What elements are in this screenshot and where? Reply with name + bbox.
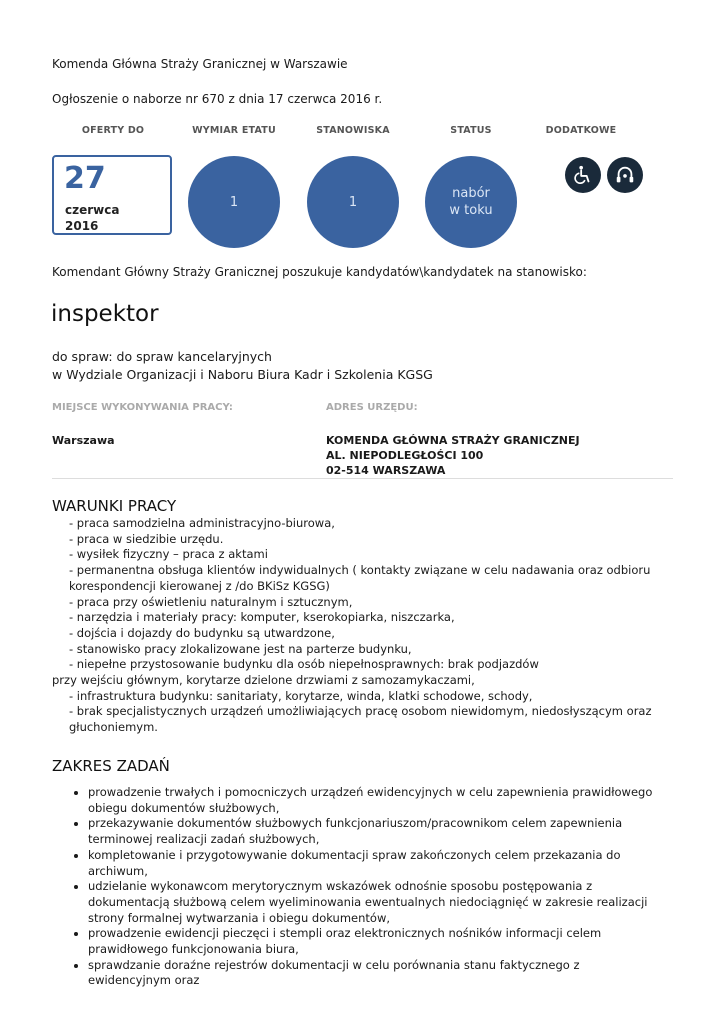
place-label: MIEJSCE WYKONYWANIA PRACY: (52, 402, 233, 413)
deadline-month: czerwca (65, 203, 120, 217)
job-size-circle (188, 156, 280, 248)
organization-name: Komenda Główna Straży Granicznej w Warszawie (52, 57, 348, 71)
deadline-day: 27 (64, 161, 106, 196)
conditions-line: - dojścia i dojazdy do budynku są utwardzone, (69, 625, 335, 640)
task-item: • prowadzenie trwałych i pomocniczych urządzeń ewidencyjnych w celu zapewnienia prawidłowego obiegu dokumentów służbowych, (88, 785, 662, 816)
tasks-list (72, 785, 662, 989)
conditions-line: korespondencji kierowanej z /do BKiSz KGSG) (69, 578, 330, 593)
conditions-line: - praca przy oświetleniu naturalnym i sztucznym, (69, 594, 353, 609)
address-line3: 02-514 WARSZAWA (326, 464, 446, 477)
wheelchair-icon (565, 157, 601, 193)
status-circle (425, 156, 517, 248)
hearing-loop-icon (607, 157, 643, 193)
place-value: Warszawa (52, 434, 115, 447)
status-line2: w toku (449, 203, 493, 218)
positions-value: 1 (348, 194, 358, 210)
conditions-line: - infrastruktura budynku: sanitariaty, korytarze, winda, klatki schodowe, schody, (69, 688, 533, 703)
conditions-line: - wysiłek fizyczny – praca z aktami (69, 547, 268, 562)
conditions-title: WARUNKI PRACY (52, 497, 177, 515)
conditions-line: - praca samodzielna administracyjno-biurowa, (69, 516, 335, 530)
section-divider (52, 478, 673, 479)
announcement-title: Ogłoszenie o naborze nr 670 z dnia 17 czerwca 2016 r. (52, 92, 383, 106)
conditions-line: - permanentna obsługa klientów indywidualnych ( kontakty związane w celu nadawania oraz odbioru (69, 563, 651, 578)
conditions-line: - narzędzia i materiały pracy: komputer, kserokopiarka, niszczarka, (69, 610, 455, 625)
conditions-line: - brak specjalistycznych urządzeń umożliwiających pracę osobom niewidomym, niedosłyszącym oraz (69, 704, 652, 719)
conditions-line: - praca w siedzibie urzędu. (69, 531, 224, 546)
offers-until-label: OFERTY DO (81, 125, 145, 136)
positions-label: STANOWISKA (316, 125, 390, 136)
position-title: inspektor (51, 301, 159, 327)
conditions-line: głuchoniemym. (69, 720, 158, 735)
address-value (326, 433, 580, 478)
address-line2: AL. NIEPODLEGŁOŚCI 100 (326, 449, 484, 462)
positions-circle (307, 156, 399, 248)
task-item: • sprawdzanie doraźne rejestrów dokumentacji w celu porównania stanu faktycznego z ewidencyjnym oraz (88, 958, 662, 989)
position-department: w Wydziale Organizacji i Naboru Biura Kadr i Szkolenia KGSG (52, 367, 433, 382)
position-scope: do spraw: do spraw kancelaryjnych (52, 349, 272, 364)
job-size-value: 1 (229, 194, 239, 210)
status-line1: nabór (452, 186, 490, 201)
status-label: STATUS (450, 125, 492, 136)
task-item: • kompletowanie i przygotowywanie dokumentacji spraw zakończonych celem przekazania do archiwum, (88, 848, 662, 879)
task-item: • prowadzenie ewidencji pieczęci i stempli oraz elektronicznych nośników informacji celem prawidłowego funkcjonowania biura, (88, 926, 662, 957)
deadline-year: 2016 (65, 219, 99, 233)
task-item: • udzielanie wykonawcom merytorycznym wskazówek odnośnie sposobu postępowania z dokumentacją służbową celem wyeliminowania ewentualnych niedociągnięć w zakresie realizacji strony formalnej wytwarzania i obiegu dokumentów, (88, 879, 662, 926)
conditions-line: przy wejściu głównym, korytarze dzielone drzwiami z samozamykaczami, (52, 673, 475, 688)
deadline-box (52, 155, 172, 235)
job-size-label: WYMIAR ETATU (192, 125, 276, 136)
address-label: ADRES URZĘDU: (326, 402, 418, 413)
task-item: • przekazywanie dokumentów służbowych funkcjonariuszom/pracownikom celem zapewnienia terminowej realizacji zadań służbowych, (88, 816, 662, 847)
deadline-month-year (65, 202, 119, 234)
address-line1: KOMENDA GŁÓWNA STRAŻY GRANICZNEJ (326, 434, 580, 447)
conditions-line: - stanowisko pracy zlokalizowane jest na parterze budynku, (69, 641, 412, 656)
status-value (449, 185, 492, 219)
conditions-line: - niepełne przystosowanie budynku dla osób niepełnosprawnych: brak podjazdów (69, 657, 539, 672)
position-details (52, 348, 433, 384)
extras-label: DODATKOWE (545, 125, 617, 136)
intro-text: Komendant Główny Straży Granicznej poszukuje kandydatów\kandydatek na stanowisko: (52, 265, 587, 279)
conditions-list (52, 516, 669, 736)
tasks-title: ZAKRES ZADAŃ (52, 757, 170, 775)
